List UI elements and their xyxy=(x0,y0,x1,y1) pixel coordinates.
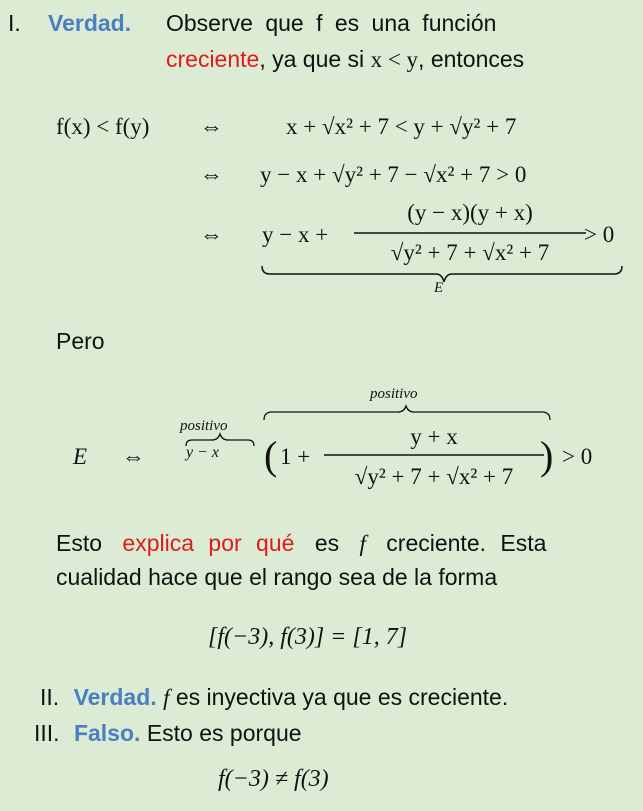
item1-condition: x < y xyxy=(370,47,419,72)
eq-row1: x + √x² + 7 < y + √y² + 7 xyxy=(286,114,517,139)
overbrace-label-2: positivo xyxy=(370,386,418,402)
para-middle: es xyxy=(314,530,340,556)
brace-label-e: E xyxy=(434,280,444,296)
item3-verdict: Falso. xyxy=(73,720,141,746)
creciente-highlight: creciente xyxy=(166,46,260,72)
final-equation: f(−3) ≠ f(3) xyxy=(218,766,329,792)
item1-numeral: I. xyxy=(8,10,21,36)
para-start: Esto xyxy=(56,530,103,556)
left-paren: ( xyxy=(264,433,278,478)
iff-symbol: ⇔ xyxy=(122,444,145,469)
eq-row3-denominator: √y² + 7 + √x² + 7 xyxy=(390,240,550,265)
para-f: f xyxy=(359,531,366,556)
overbrace-label-1: positivo xyxy=(180,418,228,434)
underbrace xyxy=(262,266,622,282)
pero-text: Pero xyxy=(56,328,105,354)
item2-rest: es inyectiva ya que es creciente. xyxy=(175,684,509,710)
eq-row3-relation: > 0 xyxy=(584,222,615,247)
item3-rest: Esto es porque xyxy=(146,720,302,746)
e-one-plus: 1 + xyxy=(280,444,311,469)
e-denominator: √y² + 7 + √x² + 7 xyxy=(354,464,514,489)
overbrace-large xyxy=(264,406,550,420)
eq-row2: y − x + √y² + 7 − √x² + 7 > 0 xyxy=(260,162,527,187)
item1-verdict: Verdad. xyxy=(48,10,132,36)
para-line2: cualidad hace que el rango sea de la forma xyxy=(56,564,498,590)
para-highlight: explica por qué xyxy=(122,530,295,556)
iff-symbol: ⇔ xyxy=(200,162,223,187)
item2-f: f xyxy=(163,685,170,710)
eq-row3-numerator: (y − x)(y + x) xyxy=(407,200,533,225)
e-relation: > 0 xyxy=(562,444,593,469)
e-lhs: E xyxy=(73,444,88,469)
right-paren: ) xyxy=(540,433,554,478)
eq-row3-left: y − x + xyxy=(262,222,329,247)
item1-line1: Observe que f es una función xyxy=(166,10,497,36)
item1-line2-rest: , ya que si xyxy=(259,46,365,72)
iff-symbol: ⇔ xyxy=(200,114,223,139)
item2-numeral: II. xyxy=(40,684,60,710)
overbrace-small xyxy=(186,434,254,446)
item1-line2-end: , entonces xyxy=(418,46,525,72)
item3-numeral: III. xyxy=(34,720,60,746)
iff-symbol: ⇔ xyxy=(200,222,223,247)
e-numerator: y + x xyxy=(410,424,458,449)
range-equation: [f(−3), f(3)] = [1, 7] xyxy=(208,624,408,650)
para-end: creciente. Esta xyxy=(386,530,547,556)
e-term1: y − x xyxy=(186,444,219,461)
eq-lhs: f(x) < f(y) xyxy=(56,114,150,139)
item2-verdict: Verdad. xyxy=(73,684,157,710)
